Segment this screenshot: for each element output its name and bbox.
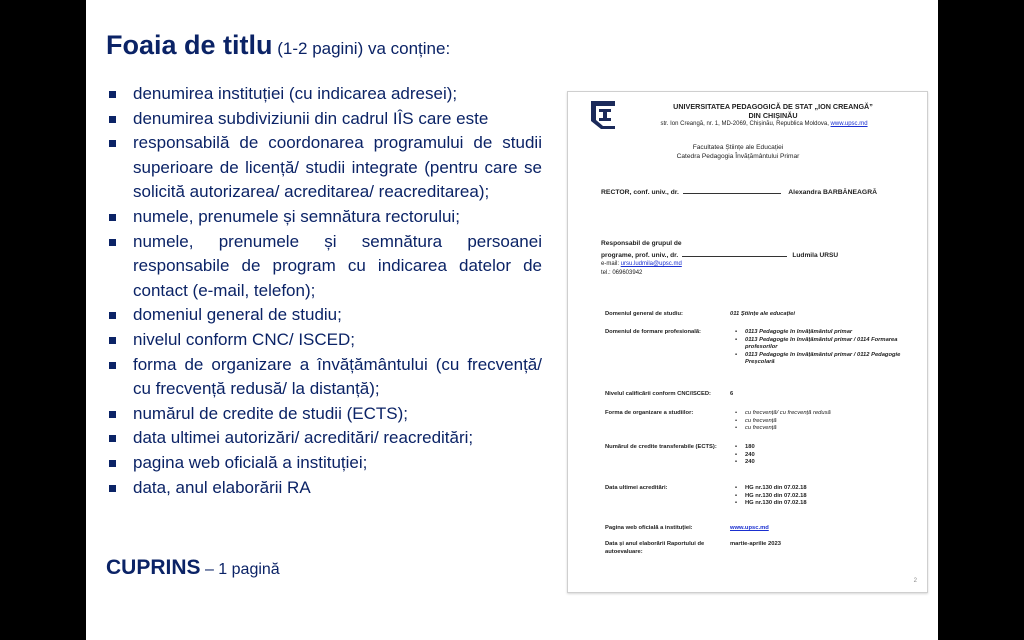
- row-value-training-domain: [734, 329, 904, 367]
- square-bullet-icon: [109, 362, 116, 369]
- square-bullet-icon: [109, 485, 116, 492]
- university-line-2: DIN CHIȘINĂU: [748, 111, 798, 120]
- faculty-name: Facultatea Științe ale Educației: [692, 144, 784, 151]
- accreditation-item: • HG nr.130 din 07.02.18: [734, 485, 807, 493]
- accreditation-item: • HG nr.130 din 07.02.18: [734, 500, 807, 508]
- square-bullet-icon: [109, 239, 116, 246]
- bullet-text: forma de organizare a învățământului (cu frecvență/ cu frecvență redusă/ la distanță);: [133, 354, 542, 399]
- bullet-item: [106, 402, 542, 427]
- bullet-list: [106, 82, 542, 500]
- square-bullet-icon: [109, 337, 116, 344]
- bullet-text: numele, prenumele și semnătura rectorului;: [133, 206, 460, 226]
- bullet-item: [106, 107, 542, 132]
- study-form-item: • cu frecvență: [734, 425, 831, 433]
- square-bullet-icon: [109, 91, 116, 98]
- square-bullet-icon: [109, 411, 116, 418]
- address-text: str. Ion Creangă, nr. 1, MD-2069, Chișinău, Republica Moldova,: [660, 121, 831, 127]
- cuprins-bold: CUPRINS: [106, 556, 201, 579]
- email-link[interactable]: ursu.ludmila@upsc.md: [620, 261, 682, 268]
- faculty-block: [628, 143, 848, 161]
- department-name: Catedra Pedagogia Învățământului Primar: [676, 153, 800, 160]
- row-value-study-form: [734, 410, 831, 433]
- accreditation-item: • HG nr.130 din 07.02.18: [734, 493, 807, 501]
- resp-label-1: Responsabil de grupul de: [601, 240, 682, 247]
- bullet-item: [106, 205, 542, 230]
- bullet-text: numărul de credite de studii (ECTS);: [133, 403, 408, 423]
- bullet-text: pagina web oficială a instituției;: [133, 452, 368, 472]
- square-bullet-icon: [109, 116, 116, 123]
- row-value-general-domain: 011 Științe ale educației: [730, 311, 795, 317]
- university-name: [628, 102, 918, 120]
- study-form-item: • cu frecvență: [734, 418, 831, 426]
- bullet-item: [106, 451, 542, 476]
- row-value-credits: [734, 444, 755, 467]
- university-line-1: UNIVERSITATEA PEDAGOGICĂ DE STAT „ION CREANGĂ”: [673, 102, 873, 111]
- square-bullet-icon: [109, 435, 116, 442]
- bullet-item: [106, 353, 542, 402]
- slide: [86, 0, 938, 640]
- bullet-text: denumirea subdiviziunii din cadrul IÎS care este: [133, 108, 489, 128]
- row-label-credits: Numărul de credite transferabile (ECTS):: [605, 444, 717, 450]
- credits-item: • 180: [734, 444, 755, 452]
- bullet-item: [106, 476, 542, 501]
- rector-signature-line: [601, 186, 877, 196]
- page-number: 2: [913, 578, 917, 584]
- rector-name: Alexandra BARBĂNEAGRĂ: [788, 189, 878, 196]
- row-label-training-domain: Domeniul de formare profesională:: [605, 329, 701, 335]
- training-domain-item: • 0113 Pedagogie în învățământul primar / 0114 Formarea profesorilor: [734, 337, 904, 352]
- signature-line: [683, 186, 781, 194]
- bullet-text: data, anul elaborării RA: [133, 477, 311, 497]
- credits-item: • 240: [734, 459, 755, 467]
- square-bullet-icon: [109, 140, 116, 147]
- row-label-report-date: Data și anul elaborării Raportului de autoevaluare:: [605, 541, 705, 555]
- bullet-item: [106, 131, 542, 205]
- row-value-accreditation: [734, 485, 807, 508]
- resp-label-2: programe, prof. univ., dr.: [601, 251, 679, 259]
- slide-title: [106, 30, 450, 61]
- phone-number: tel.: 069603942: [601, 269, 643, 276]
- study-form-item: • cu frecvență/ cu frecvență redusă: [734, 410, 831, 418]
- row-label-general-domain: Domeniul general de studiu:: [605, 311, 683, 317]
- bullet-text: domeniul general de studiu;: [133, 305, 342, 325]
- bullet-text: nivelul conform CNC/ ISCED;: [133, 329, 356, 349]
- program-responsible-block: [601, 240, 838, 277]
- row-value-report-date: martie-aprilie 2023: [730, 541, 781, 547]
- cuprins-heading: [106, 556, 280, 580]
- row-value-level: 6: [730, 391, 734, 397]
- resp-name: Ludmila URSU: [792, 251, 839, 259]
- cuprins-rest: – 1 pagină: [200, 561, 280, 578]
- square-bullet-icon: [109, 214, 116, 221]
- title-page-example: [567, 91, 928, 593]
- bullet-item: [106, 426, 542, 451]
- university-address: [605, 121, 923, 127]
- email-label: e-mail:: [601, 261, 621, 268]
- row-value-website-link[interactable]: www.upsc.md: [730, 525, 769, 531]
- training-domain-item: • 0113 Pedagogie în învățământul primar: [734, 329, 904, 337]
- signature-line: [682, 249, 787, 257]
- bullet-text: numele, prenumele și semnătura persoanei responsabile de program cu indicarea datelor de contact (e-mail, telefon);: [133, 231, 542, 300]
- bullet-item: [106, 230, 542, 304]
- bullet-text: denumirea instituției (cu indicarea adresei);: [133, 84, 458, 103]
- slide-title-rest: (1-2 pagini) va conține:: [272, 39, 451, 58]
- square-bullet-icon: [109, 460, 116, 467]
- bullet-item: [106, 82, 542, 107]
- slide-title-bold: Foaia de titlu: [106, 30, 273, 60]
- row-label-level: Nivelul calificării conform CNC/ISCED:: [605, 391, 711, 397]
- bullet-item: [106, 328, 542, 353]
- rector-label: RECTOR, conf. univ., dr.: [601, 189, 679, 196]
- credits-item: • 240: [734, 452, 755, 460]
- row-label-study-form: Forma de organizare a studiilor:: [605, 410, 694, 416]
- row-label-accreditation: Data ultimei acreditări:: [605, 485, 668, 491]
- bullet-item: [106, 303, 542, 328]
- square-bullet-icon: [109, 312, 116, 319]
- bullet-text: data ultimei autorizări/ acreditări/ reacreditări;: [133, 428, 474, 448]
- website-link[interactable]: www.upsc.md: [830, 121, 868, 127]
- row-label-website: Pagina web oficială a instituției:: [605, 525, 693, 531]
- training-domain-item: • 0113 Pedagogie în învățământul primar / 0112 Pedagogie Preșcolară: [734, 352, 904, 367]
- bullet-text: responsabilă de coordonarea programului de studii superioare de licență/ studii integrate (pentru care se solicită autorizarea/ acreditarea/ reacreditarea);: [133, 133, 542, 202]
